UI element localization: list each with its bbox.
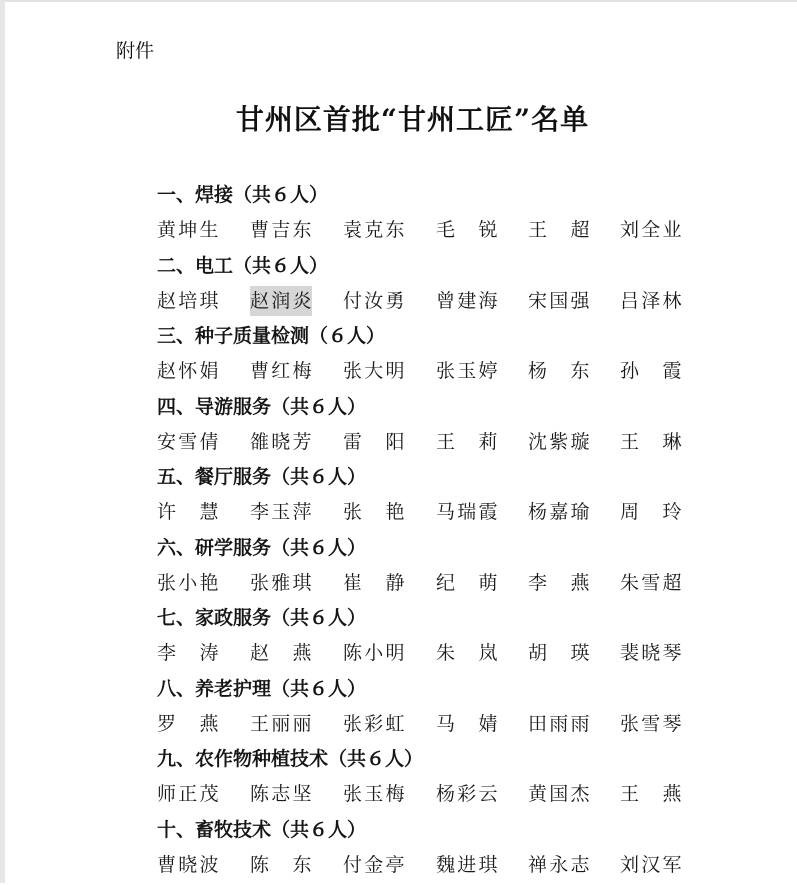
section-header-seed-quality-testing: 三、种子质量检测（６人） (157, 321, 717, 356)
name-item[interactable]: 付汝勇 (343, 286, 405, 316)
section-header-study-tour-service: 六、研学服务（共６人） (157, 533, 717, 568)
name-item[interactable]: 李 燕 (528, 568, 590, 598)
name-item[interactable]: 毛 锐 (436, 215, 498, 245)
name-item[interactable]: 马 婧 (436, 709, 498, 739)
name-item[interactable]: 黄国杰 (528, 779, 590, 809)
name-item[interactable]: 杨 东 (528, 356, 590, 386)
section-header-crop-planting: 九、农作物种植技术（共６人） (157, 744, 717, 779)
section-header-animal-husbandry: 十、畜牧技术（共６人） (157, 815, 717, 850)
name-item[interactable]: 雷 阳 (343, 427, 405, 457)
name-item[interactable]: 杨彩云 (436, 779, 498, 809)
name-item[interactable]: 袁克东 (343, 215, 405, 245)
name-row-welding (157, 215, 717, 251)
name-item[interactable]: 周 玲 (620, 497, 682, 527)
name-item[interactable]: 禅永志 (528, 850, 590, 880)
name-row-study-tour-service (157, 568, 717, 604)
name-item[interactable]: 赵培琪 (157, 286, 219, 316)
name-item[interactable]: 曹吉东 (250, 215, 312, 245)
name-item[interactable]: 张小艳 (157, 568, 219, 598)
name-item[interactable]: 安雪倩 (157, 427, 219, 457)
name-item[interactable]: 崔 静 (343, 568, 405, 598)
name-item[interactable]: 赵怀娟 (157, 356, 219, 386)
name-item[interactable]: 魏进琪 (436, 850, 498, 880)
name-item[interactable]: 张玉梅 (343, 779, 405, 809)
name-item[interactable]: 沈紫璇 (528, 427, 590, 457)
name-item[interactable]: 朱 岚 (436, 638, 498, 668)
name-item[interactable]: 曹红梅 (250, 356, 312, 386)
name-item-highlighted-selection[interactable]: 赵润炎 (250, 286, 312, 316)
section-header-restaurant-service: 五、餐厅服务（共６人） (157, 462, 717, 497)
name-row-seed-quality-testing (157, 356, 717, 392)
name-item[interactable]: 张雅琪 (250, 568, 312, 598)
name-item[interactable]: 李 涛 (157, 638, 219, 668)
name-item[interactable]: 孙 霞 (620, 356, 682, 386)
name-item[interactable]: 张 艳 (343, 497, 405, 527)
name-item[interactable]: 田雨雨 (528, 709, 590, 739)
attachment-label: 附件 (116, 39, 154, 63)
name-item[interactable]: 裴晓琴 (620, 638, 682, 668)
section-header-welding: 一、焊接（共６人） (157, 180, 717, 215)
name-item[interactable]: 陈小明 (343, 638, 405, 668)
name-row-crop-planting (157, 779, 717, 815)
document-title: 甘州区首批“甘州工匠”名单 (5, 100, 797, 140)
name-item[interactable]: 王 燕 (620, 779, 682, 809)
name-row-elderly-care (157, 709, 717, 745)
section-header-electrician: 二、电工（共６人） (157, 251, 717, 286)
section-header-elderly-care: 八、养老护理（共６人） (157, 674, 717, 709)
name-item[interactable]: 张彩虹 (343, 709, 405, 739)
name-item[interactable]: 王丽丽 (250, 709, 312, 739)
section-header-housekeeping-service: 七、家政服务（共６人） (157, 603, 717, 638)
name-row-electrician (157, 286, 717, 322)
name-item[interactable]: 王 莉 (436, 427, 498, 457)
craftsman-list (157, 180, 717, 885)
name-item[interactable]: 刘汉军 (620, 850, 682, 880)
name-item[interactable]: 曾建海 (436, 286, 498, 316)
name-item[interactable]: 马瑞霞 (436, 497, 498, 527)
name-item[interactable]: 李玉萍 (250, 497, 312, 527)
name-item[interactable]: 罗 燕 (157, 709, 219, 739)
name-item[interactable]: 黄坤生 (157, 215, 219, 245)
name-item[interactable]: 曹晓波 (157, 850, 219, 880)
name-item[interactable]: 雒晓芳 (250, 427, 312, 457)
name-item[interactable]: 杨嘉瑜 (528, 497, 590, 527)
name-item[interactable]: 纪 萌 (436, 568, 498, 598)
name-item[interactable]: 王 琳 (620, 427, 682, 457)
name-item[interactable]: 陈志坚 (250, 779, 312, 809)
name-item[interactable]: 师正茂 (157, 779, 219, 809)
name-item[interactable]: 陈 东 (250, 850, 312, 880)
name-item[interactable]: 张雪琴 (620, 709, 682, 739)
name-item[interactable]: 朱雪超 (620, 568, 682, 598)
name-item[interactable]: 刘全业 (620, 215, 682, 245)
name-row-restaurant-service (157, 497, 717, 533)
name-item[interactable]: 胡 瑛 (528, 638, 590, 668)
name-item[interactable]: 付金亭 (343, 850, 405, 880)
name-row-housekeeping-service (157, 638, 717, 674)
name-row-animal-husbandry (157, 850, 717, 885)
name-item[interactable]: 张大明 (343, 356, 405, 386)
name-item[interactable]: 许 慧 (157, 497, 219, 527)
section-header-tour-guide-service: 四、导游服务（共６人） (157, 392, 717, 427)
name-item[interactable]: 张玉婷 (436, 356, 498, 386)
name-item[interactable]: 王 超 (528, 215, 590, 245)
name-item[interactable]: 赵 燕 (250, 638, 312, 668)
name-row-tour-guide-service (157, 427, 717, 463)
name-item[interactable]: 宋国强 (528, 286, 590, 316)
name-item[interactable]: 吕泽林 (620, 286, 682, 316)
